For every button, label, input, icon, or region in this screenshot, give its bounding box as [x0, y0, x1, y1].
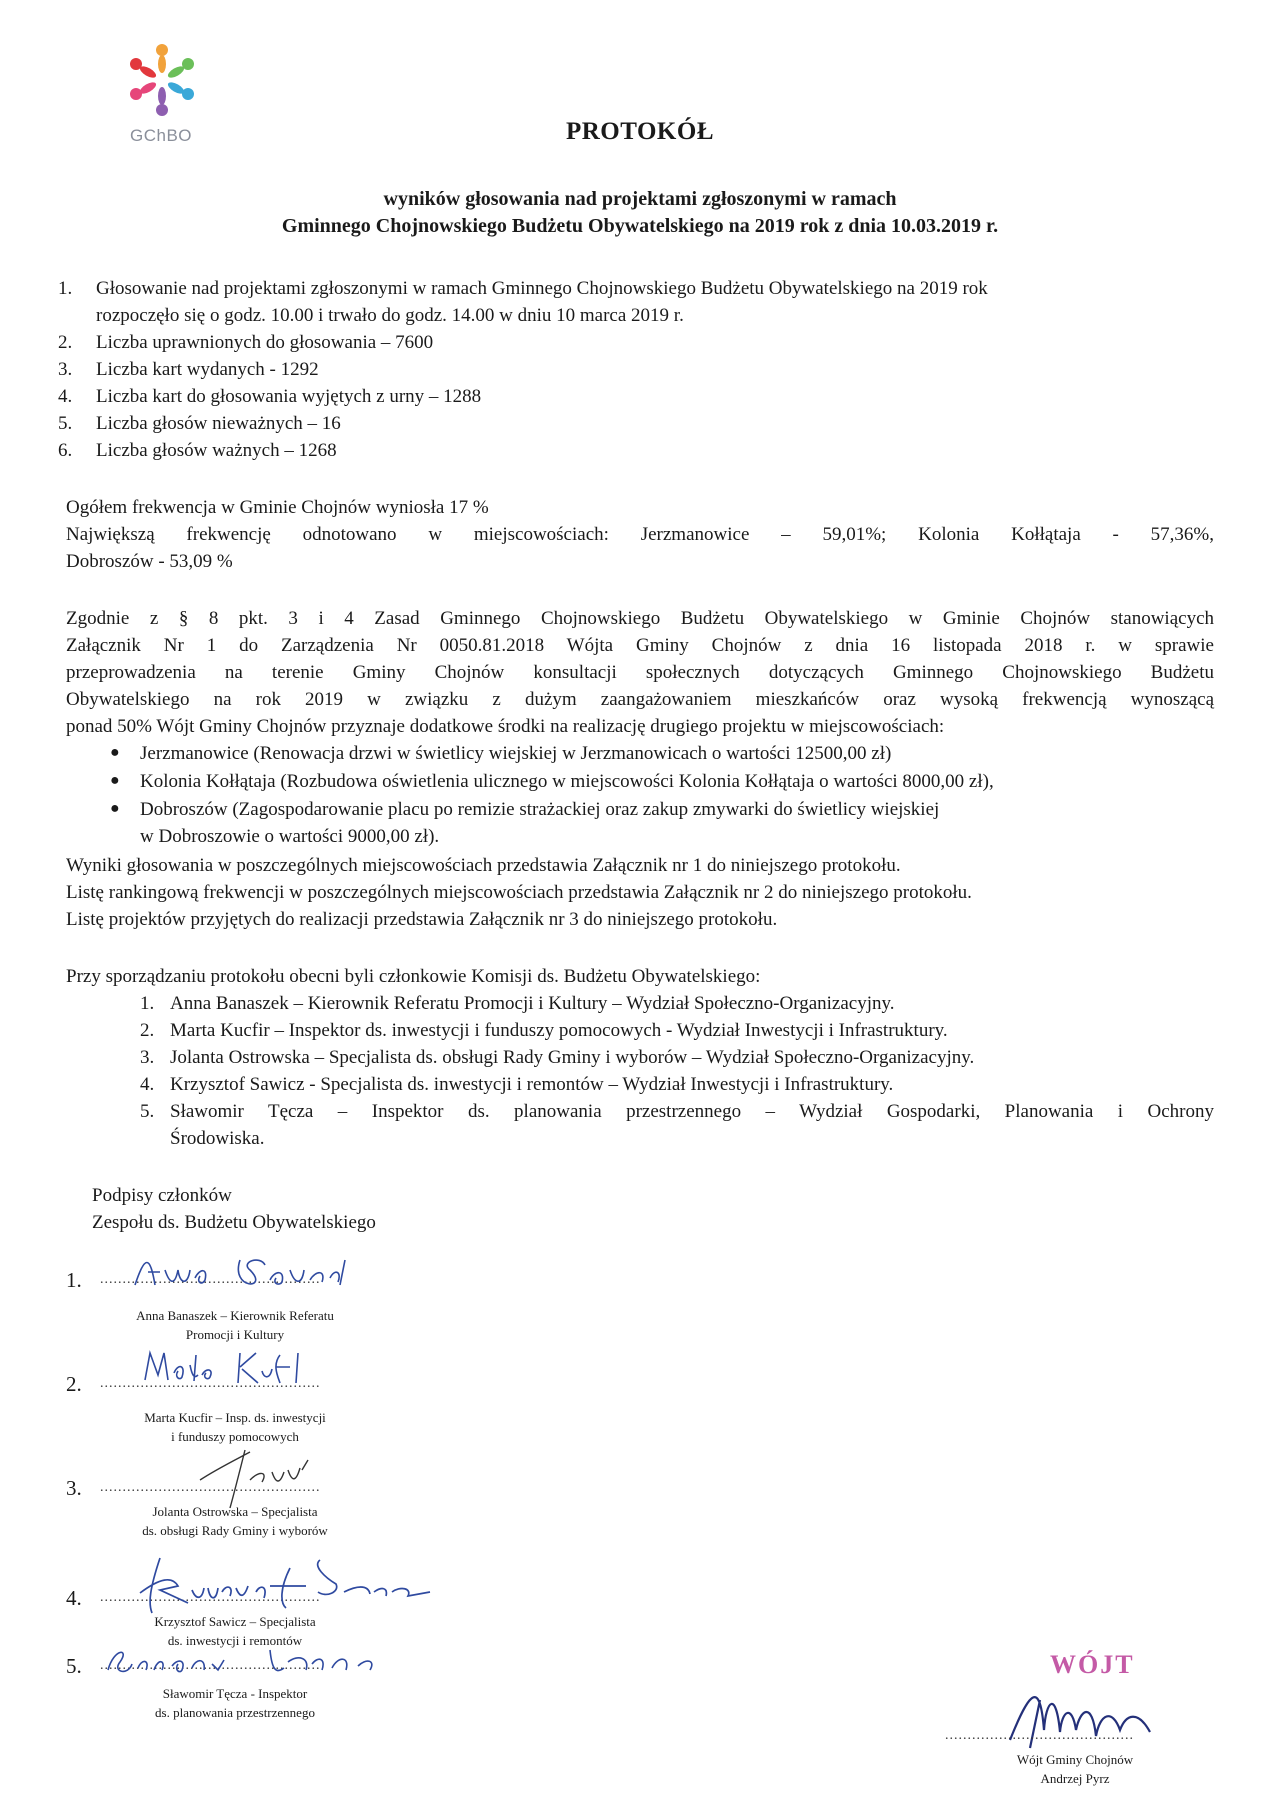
member-number: 4.	[140, 1074, 155, 1095]
paragraph-line: ponad 50% Wójt Gminy Chojnów przyznaje dodatkowe środki na realizację drugiego projektu w miejscowościach:	[66, 716, 945, 737]
attachment-line: Listę rankingową frekwencji w poszczególnych miejscowościach przedstawia Załącznik nr 2 do niniejszego protokołu.	[66, 882, 972, 903]
signature-caption: Marta Kucfir – Insp. ds. inwestycji	[144, 1410, 326, 1425]
point-text: Liczba kart do głosowania wyjętych z urny – 1288	[96, 386, 482, 407]
commission-intro: Przy sporządzaniu protokołu obecni byli członkowie Komisji ds. Budżetu Obywatelskiego:	[66, 966, 761, 987]
logo-emblem-icon	[118, 38, 238, 128]
signature-line: .................................................	[100, 1272, 321, 1287]
list-item-cont: w Dobroszowie o wartości 9000,00 zł).	[140, 826, 440, 847]
point-text: Głosowanie nad projektami zgłoszonymi w ramach Gminnego Chojnowskiego Budżetu Obywatelskiego na 2019 rok	[96, 278, 988, 299]
attachment-line: Listę projektów przyjętych do realizacji przedstawia Załącznik nr 3 do niniejszego protokołu.	[66, 909, 778, 930]
member-text: Sławomir Tęcza – Inspektor ds. planowania przestrzennego – Wydział Gospodarki, Planowania i Ochrony	[170, 1101, 1214, 1122]
list-item: Kolonia Kołłątaja (Rozbudowa oświetlenia ulicznego w miejscowości Kolonia Kołłątaja o wartości 8000,00 zł),	[140, 771, 994, 792]
point-text: Liczba głosów nieważnych – 16	[96, 413, 341, 434]
signature-scribble-icon	[190, 1440, 340, 1510]
signature-scribble-icon	[100, 1640, 400, 1680]
signature-line: .................................................	[100, 1658, 321, 1673]
point-text: Liczba kart wydanych - 1292	[96, 359, 319, 380]
point-number: 1.	[58, 278, 73, 299]
signature-caption-cont: Promocji i Kultury	[185, 1327, 285, 1342]
signature-line: .................................................	[100, 1376, 321, 1391]
signature-caption-cont: ds. inwestycji i remontów	[167, 1633, 303, 1648]
bullet-icon: ●	[110, 772, 120, 789]
signatures-heading: Podpisy członków	[92, 1185, 232, 1206]
member-number: 3.	[140, 1047, 155, 1068]
turnout-highest: Największą frekwencję odnotowano w miejscowościach: Jerzmanowice – 59,01%; Kolonia Kołłątaja - 57,36%,	[66, 524, 1214, 545]
signature-number: 2.	[66, 1372, 82, 1396]
signature-caption: Anna Banaszek – Kierownik Referatu	[136, 1308, 334, 1323]
signature-scribble-icon	[140, 1345, 360, 1390]
member-text: Krzysztof Sawicz - Specjalista ds. inwestycji i remontów – Wydział Inwestycji i Infrastruktury.	[170, 1074, 894, 1095]
document-subtitle-line1: wyników głosowania nad projektami zgłoszonymi w ramach	[383, 188, 897, 210]
paragraph-line: przeprowadzenia na terenie Gminy Chojnów konsultacji społecznych dotyczących Gminnego Chojnowskiego Budżetu	[66, 662, 1214, 683]
signature-scribble-icon	[130, 1250, 380, 1295]
document-title: PROTOKÓŁ	[565, 118, 714, 145]
list-item: Jerzmanowice (Renowacja drzwi w świetlicy wiejskiej w Jerzmanowicach o wartości 12500,00 zł)	[140, 743, 892, 764]
mayor-caption-cont: Andrzej Pyrz	[1040, 1771, 1110, 1786]
paragraph-line: Załącznik Nr 1 do Zarządzenia Nr 0050.81.2018 Wójta Gminy Chojnów z dnia 16 listopada 2018 r. w sprawie	[66, 635, 1214, 656]
paragraph-line: Zgodnie z § 8 pkt. 3 i 4 Zasad Gminnego Chojnowskiego Budżetu Obywatelskiego w Gminie Chojnów stanowiących	[66, 608, 1214, 629]
paragraph-line: Obywatelskiego na rok 2019 w związku z dużym zaangażowaniem mieszkańców oraz wysoką frekwencją wynoszącą	[66, 689, 1214, 710]
list-item: Dobroszów (Zagospodarowanie placu po remizie strażackiej oraz zakup zmywarki do świetlicy wiejskiej	[140, 799, 940, 820]
signature-scribble-icon	[130, 1548, 470, 1618]
signatures-heading-cont: Zespołu ds. Budżetu Obywatelskiego	[92, 1212, 376, 1233]
mayor-caption: Wójt Gminy Chojnów	[1016, 1752, 1134, 1767]
turnout-total: Ogółem frekwencja w Gminie Chojnów wyniosła 17 %	[66, 497, 489, 518]
signature-number: 3.	[66, 1476, 82, 1500]
bullet-icon: ●	[110, 800, 120, 817]
member-number: 5.	[140, 1101, 155, 1122]
logo-text: GChBO	[130, 126, 193, 145]
member-text: Jolanta Ostrowska – Specjalista ds. obsługi Rady Gminy i wyborów – Wydział Społeczno-Organizacyjny.	[170, 1047, 975, 1068]
point-number: 2.	[58, 332, 73, 353]
signature-caption: Jolanta Ostrowska – Specjalista	[152, 1504, 318, 1519]
bullet-icon: ●	[110, 744, 120, 761]
signature-caption-cont: ds. obsługi Rady Gminy i wyborów	[142, 1523, 328, 1538]
point-number: 5.	[58, 413, 73, 434]
point-number: 3.	[58, 359, 73, 380]
signature-number: 1.	[66, 1268, 82, 1292]
point-text-cont: rozpoczęło się o godz. 10.00 i trwało do godz. 14.00 w dniu 10 marca 2019 r.	[96, 305, 684, 326]
signature-line: .................................................	[100, 1590, 321, 1605]
member-number: 1.	[140, 993, 155, 1014]
turnout-highest-cont: Dobroszów - 53,09 %	[66, 551, 233, 572]
point-number: 6.	[58, 440, 73, 461]
signature-line: .................................................	[100, 1480, 321, 1495]
attachment-line: Wyniki głosowania w poszczególnych miejscowościach przedstawia Załącznik nr 1 do niniejszego protokołu.	[66, 855, 901, 876]
signature-number: 4.	[66, 1586, 82, 1610]
point-number: 4.	[58, 386, 73, 407]
member-text: Anna Banaszek – Kierownik Referatu Promocji i Kultury – Wydział Społeczno-Organizacyjny.	[170, 993, 895, 1014]
signature-caption: Krzysztof Sawicz – Specjalista	[154, 1614, 316, 1629]
point-text: Liczba uprawnionych do głosowania – 7600	[96, 332, 434, 353]
mayor-stamp: WÓJT	[1050, 1650, 1135, 1679]
mayor-signature-line: ..........................................	[945, 1728, 1134, 1743]
signature-caption-cont: i funduszy pomocowych	[171, 1429, 299, 1444]
signature-caption-cont: ds. planowania przestrzennego	[155, 1705, 315, 1720]
member-text: Marta Kucfir – Inspektor ds. inwestycji i funduszy pomocowych - Wydział Inwestycji i Infrastruktury.	[170, 1020, 948, 1041]
member-text-cont: Środowiska.	[170, 1128, 265, 1149]
point-text: Liczba głosów ważnych – 1268	[96, 440, 337, 461]
member-number: 2.	[140, 1020, 155, 1041]
signature-number: 5.	[66, 1654, 82, 1678]
document-subtitle-line2: Gminnego Chojnowskiego Budżetu Obywatelskiego na 2019 rok z dnia 10.03.2019 r.	[281, 215, 999, 237]
signature-caption: Sławomir Tęcza - Inspektor	[162, 1686, 308, 1701]
